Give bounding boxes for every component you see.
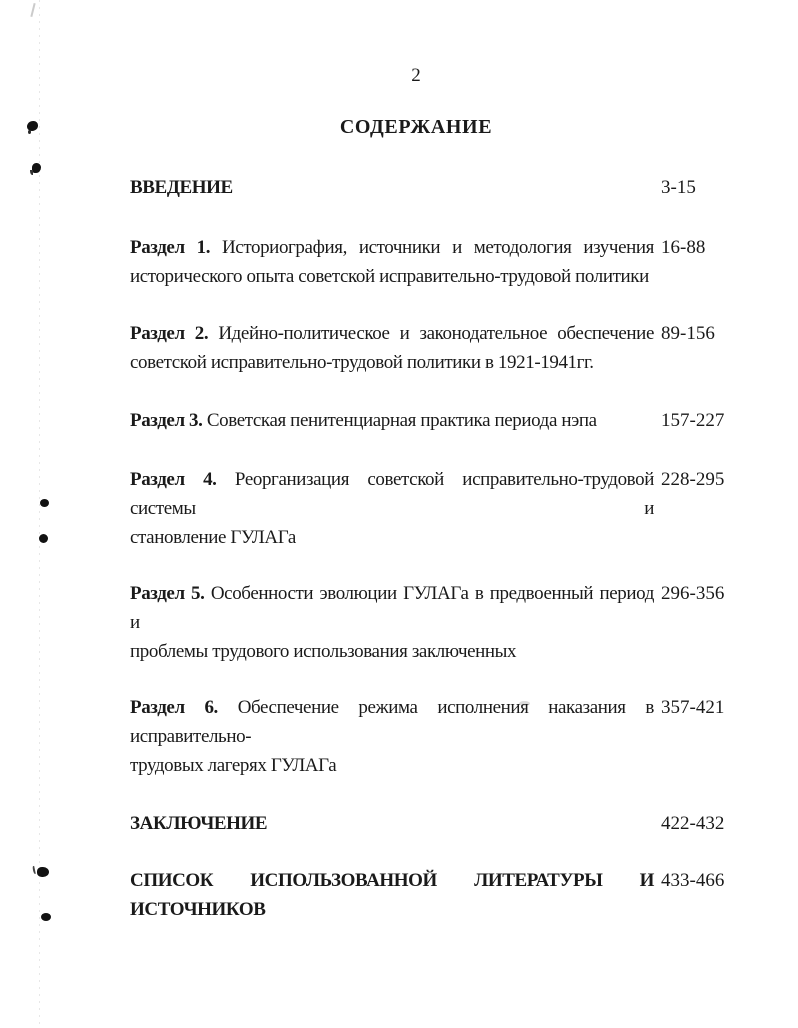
entry-title: Советская пенитенциарная практика периода нэпа [206, 410, 597, 431]
entry-line-1 [130, 406, 654, 435]
entry-pages: 357-421 [661, 697, 725, 718]
entry-line-1: СПИСОК ИСПОЛЬЗОВАННОЙ ЛИТЕРАТУРЫ И [130, 870, 654, 891]
entry-line-2: ИСТОЧНИКОВ [130, 899, 266, 920]
toc-entry-section-2 [130, 319, 730, 377]
entry-title: Особенности эволюции ГУЛАГа в предвоенный период и [130, 583, 654, 633]
entry-label: ВВЕДЕНИЕ [130, 177, 233, 198]
scan-ink-speck [27, 121, 38, 131]
entry-pages: 157-227 [661, 410, 725, 431]
entry-label: Раздел 2. [130, 323, 209, 344]
entry-label: Раздел 5. [130, 583, 205, 604]
toc-entry-bibliography [130, 866, 730, 924]
scan-ink-speck [37, 867, 49, 877]
entry-pages: 296-356 [661, 583, 725, 604]
scan-ink-speck [40, 499, 49, 507]
entry-title: Обеспечение режима исполнения наказания в исправительно- [130, 697, 654, 747]
document-title: СОДЕРЖАНИЕ [339, 116, 493, 138]
entry-label: Раздел 1. [130, 237, 211, 258]
scan-scratch-mark [30, 3, 35, 17]
toc-entry-section-6 [130, 693, 730, 780]
toc-entry-section-5 [130, 579, 730, 666]
entry-line-1 [130, 319, 654, 348]
toc-entry-section-3 [130, 406, 730, 435]
scan-ink-speck [41, 913, 51, 921]
entry-label: Раздел 4. [130, 469, 217, 490]
entry-line-1 [130, 233, 654, 262]
entry-label: Раздел 6. [130, 697, 218, 718]
entry-pages: 3-15 [661, 177, 696, 198]
entry-label: Раздел 3. [130, 410, 203, 431]
scan-ink-speck [39, 534, 48, 543]
entry-pages: 16-88 [661, 237, 706, 258]
entry-line-2: трудовых лагерях ГУЛАГа [130, 755, 337, 776]
entry-line-2: советской исправительно-трудовой политики в 1921-1941гг. [130, 352, 594, 373]
entry-label: ЗАКЛЮЧЕНИЕ [130, 813, 268, 834]
toc-entry-conclusion [130, 809, 730, 838]
entry-line-1 [130, 693, 654, 751]
entry-line-1 [130, 465, 654, 523]
entry-line-2: становление ГУЛАГа [130, 527, 296, 548]
entry-title: Реорганизация советской исправительно-трудовой системы и [130, 469, 654, 519]
entry-title: Историография, источники и методология изучения [221, 237, 654, 258]
page-number: 2 [411, 65, 421, 86]
toc-entry-section-1 [130, 233, 730, 291]
entry-pages: 228-295 [661, 469, 725, 490]
toc-content [130, 0, 730, 924]
toc-entry-introduction [130, 173, 730, 202]
toc-entry-section-4 [130, 465, 730, 552]
entry-pages: 89-156 [661, 323, 715, 344]
entry-line-2: проблемы трудового использования заключенных [130, 641, 517, 662]
entry-line-2: исторического опыта советской исправительно-трудовой политики [130, 266, 649, 287]
entry-pages: 433-466 [661, 870, 725, 891]
entry-title: Идейно-политическое и законодательное обеспечение [218, 323, 654, 344]
entry-pages: 422-432 [661, 813, 725, 834]
entry-line-1 [130, 579, 654, 637]
